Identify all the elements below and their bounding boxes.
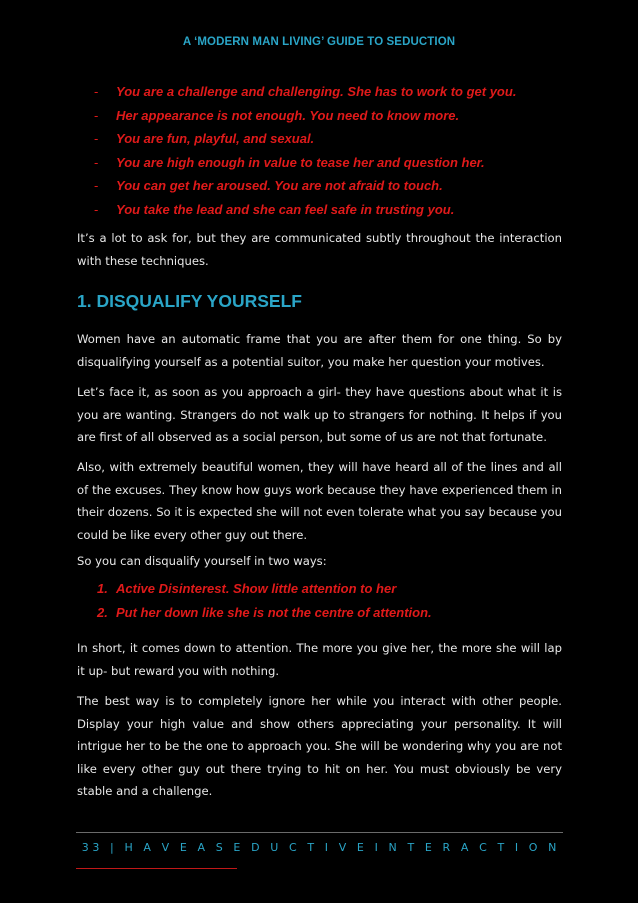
footer-accent-line — [76, 868, 237, 869]
body-paragraph: So you can disqualify yourself in two ways: — [77, 554, 327, 568]
list-item: - Her appearance is not enough. You need to know more. — [94, 104, 516, 128]
footer-divider — [76, 832, 563, 833]
list-item: - You are a challenge and challenging. She has to work to get you. — [94, 80, 516, 104]
bullet-dash: - — [94, 107, 99, 123]
body-paragraph: Women have an automatic frame that you are after them for one thing. So by disqualifying yourself as a potential suitor, you make her question your motives. — [77, 332, 562, 369]
list-item: 2. Put her down like she is not the centre of attention. — [97, 605, 432, 620]
intro-paragraph: It’s a lot to ask for, but they are communicated subtly throughout the interaction with these techniques. — [77, 231, 562, 268]
body-paragraph: In short, it comes down to attention. The more you give her, the more she will lap it up- but reward you with nothing. — [77, 641, 562, 678]
section-heading: 1. DISQUALIFY YOURSELF — [77, 291, 302, 311]
disqualify-methods-list — [97, 577, 432, 625]
bullet-dash: - — [94, 154, 99, 170]
list-item: - You are high enough in value to tease her and question her. — [94, 151, 516, 175]
list-item: 1. Active Disinterest. Show little attention to her — [97, 581, 397, 596]
body-paragraph: Let’s face it, as soon as you approach a girl- they have questions about what it is you are wanting. Strangers do not walk up to strangers for nothing. It helps if you are first of all observed as a social person, but some of us are not that fortunate. — [77, 385, 562, 444]
body-paragraph: The best way is to completely ignore her while you interact with other people. Display your high value and show others appreciating your personality. It will intrigue her to be the one to approach you. She will be wondering why you are not like every other guy out there trying to hit on her. You must obviously be very stable and a challenge. — [77, 694, 562, 798]
bullet-dash: - — [94, 84, 99, 99]
bullet-dash: - — [94, 178, 99, 193]
list-item: - You are fun, playful, and sexual. — [94, 127, 516, 151]
page-footer: 33 | H A V E A S E D U C T I V E I N T E R A C T I O N — [81, 841, 560, 854]
running-header: A ‘MODERN MAN LIVING’ GUIDE TO SEDUCTION — [182, 36, 456, 48]
list-item: - You take the lead and she can feel safe in trusting you. — [94, 198, 516, 222]
list-item: - You can get her aroused. You are not afraid to touch. — [94, 174, 516, 198]
bullet-dash: - — [94, 201, 99, 217]
body-paragraph: Also, with extremely beautiful women, they will have heard all of the lines and all of the excuses. They know how guys work because they have experienced them in their dozens. So it is expected she will not even tolerate what you say because you could be like every other guy out there. — [77, 460, 562, 542]
bullet-dash: - — [94, 131, 99, 146]
qualities-list — [94, 80, 516, 221]
